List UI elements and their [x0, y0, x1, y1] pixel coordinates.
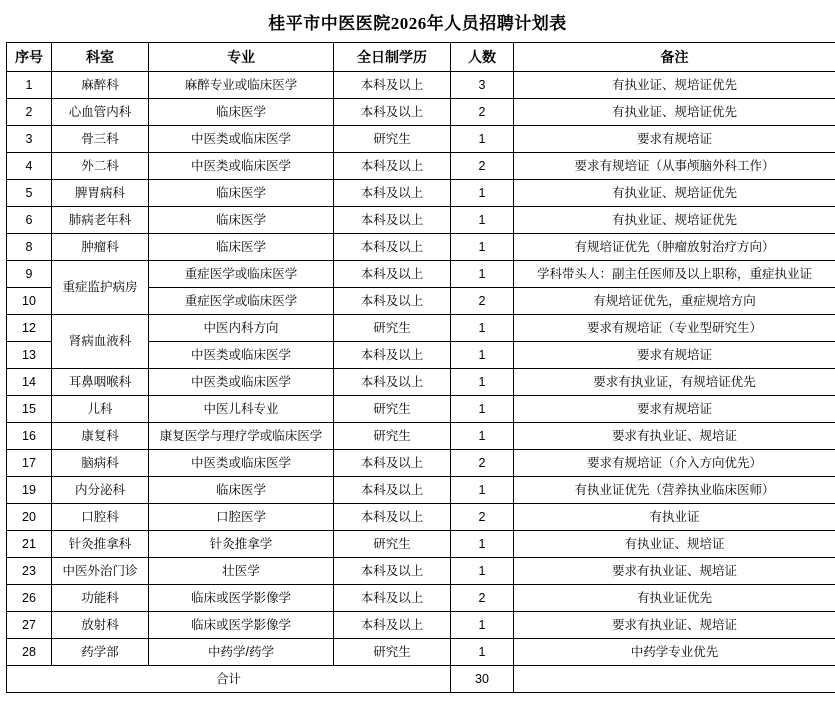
cell-no: 23 [7, 558, 52, 585]
cell-count: 2 [451, 504, 514, 531]
cell-edu: 本科及以上 [334, 261, 451, 288]
total-row [7, 666, 835, 693]
cell-note: 有执业证、规培证优先 [514, 99, 835, 126]
recruitment-plan-table [6, 42, 835, 693]
cell-note: 有执业证、规培证 [514, 531, 835, 558]
cell-no: 10 [7, 288, 52, 315]
cell-note: 有执业证 [514, 504, 835, 531]
cell-major: 壮医学 [149, 558, 334, 585]
cell-note: 有执业证优先 [514, 585, 835, 612]
table-footer [7, 666, 835, 693]
cell-count: 1 [451, 558, 514, 585]
cell-edu: 本科及以上 [334, 234, 451, 261]
cell-major: 临床医学 [149, 477, 334, 504]
cell-major: 中医类或临床医学 [149, 126, 334, 153]
cell-count: 1 [451, 531, 514, 558]
table-body [7, 72, 835, 666]
cell-note: 要求有规培证 [514, 342, 835, 369]
cell-major: 中医儿科专业 [149, 396, 334, 423]
cell-major: 临床医学 [149, 180, 334, 207]
cell-dept: 肾病血液科 [52, 315, 149, 369]
cell-note: 要求有规培证（专业型研究生） [514, 315, 835, 342]
page-title: 桂平市中医医院2026年人员招聘计划表 [268, 14, 567, 33]
cell-no: 19 [7, 477, 52, 504]
cell-no: 3 [7, 126, 52, 153]
cell-dept: 功能科 [52, 585, 149, 612]
cell-major: 中医类或临床医学 [149, 153, 334, 180]
cell-major: 中医类或临床医学 [149, 342, 334, 369]
cell-note: 要求有规培证 [514, 126, 835, 153]
table-row [7, 261, 835, 288]
cell-major: 临床医学 [149, 234, 334, 261]
cell-count: 1 [451, 315, 514, 342]
cell-dept: 骨三科 [52, 126, 149, 153]
cell-note: 有执业证、规培证优先 [514, 207, 835, 234]
table-row [7, 126, 835, 153]
table-row [7, 585, 835, 612]
cell-note: 中药学专业优先 [514, 639, 835, 666]
cell-dept: 口腔科 [52, 504, 149, 531]
cell-dept: 脑病科 [52, 450, 149, 477]
cell-count: 1 [451, 207, 514, 234]
cell-count: 2 [451, 99, 514, 126]
cell-note: 要求有规培证 [514, 396, 835, 423]
cell-note: 要求有规培证（从事颅脑外科工作） [514, 153, 835, 180]
cell-dept: 肺病老年科 [52, 207, 149, 234]
cell-no: 15 [7, 396, 52, 423]
cell-dept: 外二科 [52, 153, 149, 180]
cell-no: 13 [7, 342, 52, 369]
cell-dept: 内分泌科 [52, 477, 149, 504]
cell-major: 临床或医学影像学 [149, 585, 334, 612]
cell-edu: 本科及以上 [334, 504, 451, 531]
table-row [7, 180, 835, 207]
cell-count: 2 [451, 585, 514, 612]
cell-count: 1 [451, 126, 514, 153]
cell-edu: 本科及以上 [334, 72, 451, 99]
cell-edu: 本科及以上 [334, 558, 451, 585]
cell-edu: 本科及以上 [334, 477, 451, 504]
cell-edu: 本科及以上 [334, 207, 451, 234]
cell-no: 28 [7, 639, 52, 666]
table-row [7, 639, 835, 666]
cell-no: 21 [7, 531, 52, 558]
table-row [7, 369, 835, 396]
total-note [514, 666, 835, 693]
cell-count: 1 [451, 612, 514, 639]
total-count: 30 [451, 666, 514, 693]
cell-no: 26 [7, 585, 52, 612]
cell-edu: 本科及以上 [334, 288, 451, 315]
table-row [7, 207, 835, 234]
cell-major: 临床医学 [149, 207, 334, 234]
cell-note: 有规培证优先（肿瘤放射治疗方向） [514, 234, 835, 261]
cell-count: 2 [451, 450, 514, 477]
cell-count: 3 [451, 72, 514, 99]
cell-edu: 本科及以上 [334, 369, 451, 396]
table-row [7, 72, 835, 99]
cell-major: 口腔医学 [149, 504, 334, 531]
table-row [7, 99, 835, 126]
cell-dept: 脾胃病科 [52, 180, 149, 207]
cell-dept: 康复科 [52, 423, 149, 450]
table-row [7, 450, 835, 477]
cell-note: 有执业证、规培证优先 [514, 72, 835, 99]
cell-no: 16 [7, 423, 52, 450]
cell-count: 1 [451, 396, 514, 423]
cell-count: 2 [451, 288, 514, 315]
cell-major: 中药学/药学 [149, 639, 334, 666]
cell-dept: 中医外治门诊 [52, 558, 149, 585]
cell-note: 有规培证优先，重症规培方向 [514, 288, 835, 315]
cell-major: 中医内科方向 [149, 315, 334, 342]
cell-edu: 本科及以上 [334, 180, 451, 207]
cell-major: 中医类或临床医学 [149, 369, 334, 396]
cell-no: 6 [7, 207, 52, 234]
cell-note: 有执业证优先（营养执业临床医师） [514, 477, 835, 504]
table-header-row [7, 43, 835, 72]
cell-count: 1 [451, 234, 514, 261]
cell-edu: 本科及以上 [334, 585, 451, 612]
cell-no: 8 [7, 234, 52, 261]
table-row [7, 612, 835, 639]
cell-note: 要求有执业证、规培证 [514, 558, 835, 585]
cell-count: 1 [451, 369, 514, 396]
cell-no: 1 [7, 72, 52, 99]
cell-no: 2 [7, 99, 52, 126]
table-row [7, 153, 835, 180]
cell-dept: 重症监护病房 [52, 261, 149, 315]
column-header-no: 序号 [7, 43, 52, 72]
cell-count: 1 [451, 477, 514, 504]
cell-edu: 本科及以上 [334, 612, 451, 639]
cell-count: 1 [451, 180, 514, 207]
cell-edu: 本科及以上 [334, 450, 451, 477]
cell-note: 学科带头人：副主任医师及以上职称，重症执业证 [514, 261, 835, 288]
cell-edu: 研究生 [334, 423, 451, 450]
column-header-edu: 全日制学历 [334, 43, 451, 72]
cell-count: 1 [451, 639, 514, 666]
column-header-dept: 科室 [52, 43, 149, 72]
cell-major: 中医类或临床医学 [149, 450, 334, 477]
cell-count: 1 [451, 423, 514, 450]
cell-note: 有执业证、规培证优先 [514, 180, 835, 207]
cell-dept: 肿瘤科 [52, 234, 149, 261]
cell-note: 要求有规培证（介入方向优先） [514, 450, 835, 477]
column-header-count: 人数 [451, 43, 514, 72]
cell-count: 1 [451, 261, 514, 288]
table-row [7, 531, 835, 558]
cell-note: 要求有执业证、规培证 [514, 612, 835, 639]
cell-count: 1 [451, 342, 514, 369]
cell-note: 要求有执业证，有规培证优先 [514, 369, 835, 396]
cell-dept: 耳鼻咽喉科 [52, 369, 149, 396]
cell-edu: 本科及以上 [334, 99, 451, 126]
table-header [7, 43, 835, 72]
cell-no: 5 [7, 180, 52, 207]
cell-dept: 针灸推拿科 [52, 531, 149, 558]
cell-dept: 放射科 [52, 612, 149, 639]
cell-no: 9 [7, 261, 52, 288]
table-row [7, 504, 835, 531]
table-row [7, 423, 835, 450]
cell-note: 要求有执业证、规培证 [514, 423, 835, 450]
table-row [7, 396, 835, 423]
column-header-note: 备注 [514, 43, 835, 72]
cell-no: 14 [7, 369, 52, 396]
cell-major: 针灸推拿学 [149, 531, 334, 558]
cell-edu: 研究生 [334, 396, 451, 423]
table-row [7, 315, 835, 342]
cell-major: 临床或医学影像学 [149, 612, 334, 639]
cell-edu: 本科及以上 [334, 342, 451, 369]
cell-dept: 儿科 [52, 396, 149, 423]
column-header-major: 专业 [149, 43, 334, 72]
table-row [7, 234, 835, 261]
cell-no: 17 [7, 450, 52, 477]
cell-major: 临床医学 [149, 99, 334, 126]
cell-no: 27 [7, 612, 52, 639]
total-label: 合计 [7, 666, 451, 693]
cell-edu: 研究生 [334, 315, 451, 342]
cell-major: 重症医学或临床医学 [149, 261, 334, 288]
table-row [7, 558, 835, 585]
cell-dept: 药学部 [52, 639, 149, 666]
cell-dept: 麻醉科 [52, 72, 149, 99]
cell-edu: 研究生 [334, 126, 451, 153]
cell-count: 2 [451, 153, 514, 180]
cell-edu: 本科及以上 [334, 153, 451, 180]
cell-major: 康复医学与理疗学或临床医学 [149, 423, 334, 450]
cell-dept: 心血管内科 [52, 99, 149, 126]
cell-major: 重症医学或临床医学 [149, 288, 334, 315]
cell-edu: 研究生 [334, 639, 451, 666]
cell-edu: 研究生 [334, 531, 451, 558]
table-row [7, 477, 835, 504]
cell-no: 20 [7, 504, 52, 531]
cell-no: 12 [7, 315, 52, 342]
cell-major: 麻醉专业或临床医学 [149, 72, 334, 99]
cell-no: 4 [7, 153, 52, 180]
